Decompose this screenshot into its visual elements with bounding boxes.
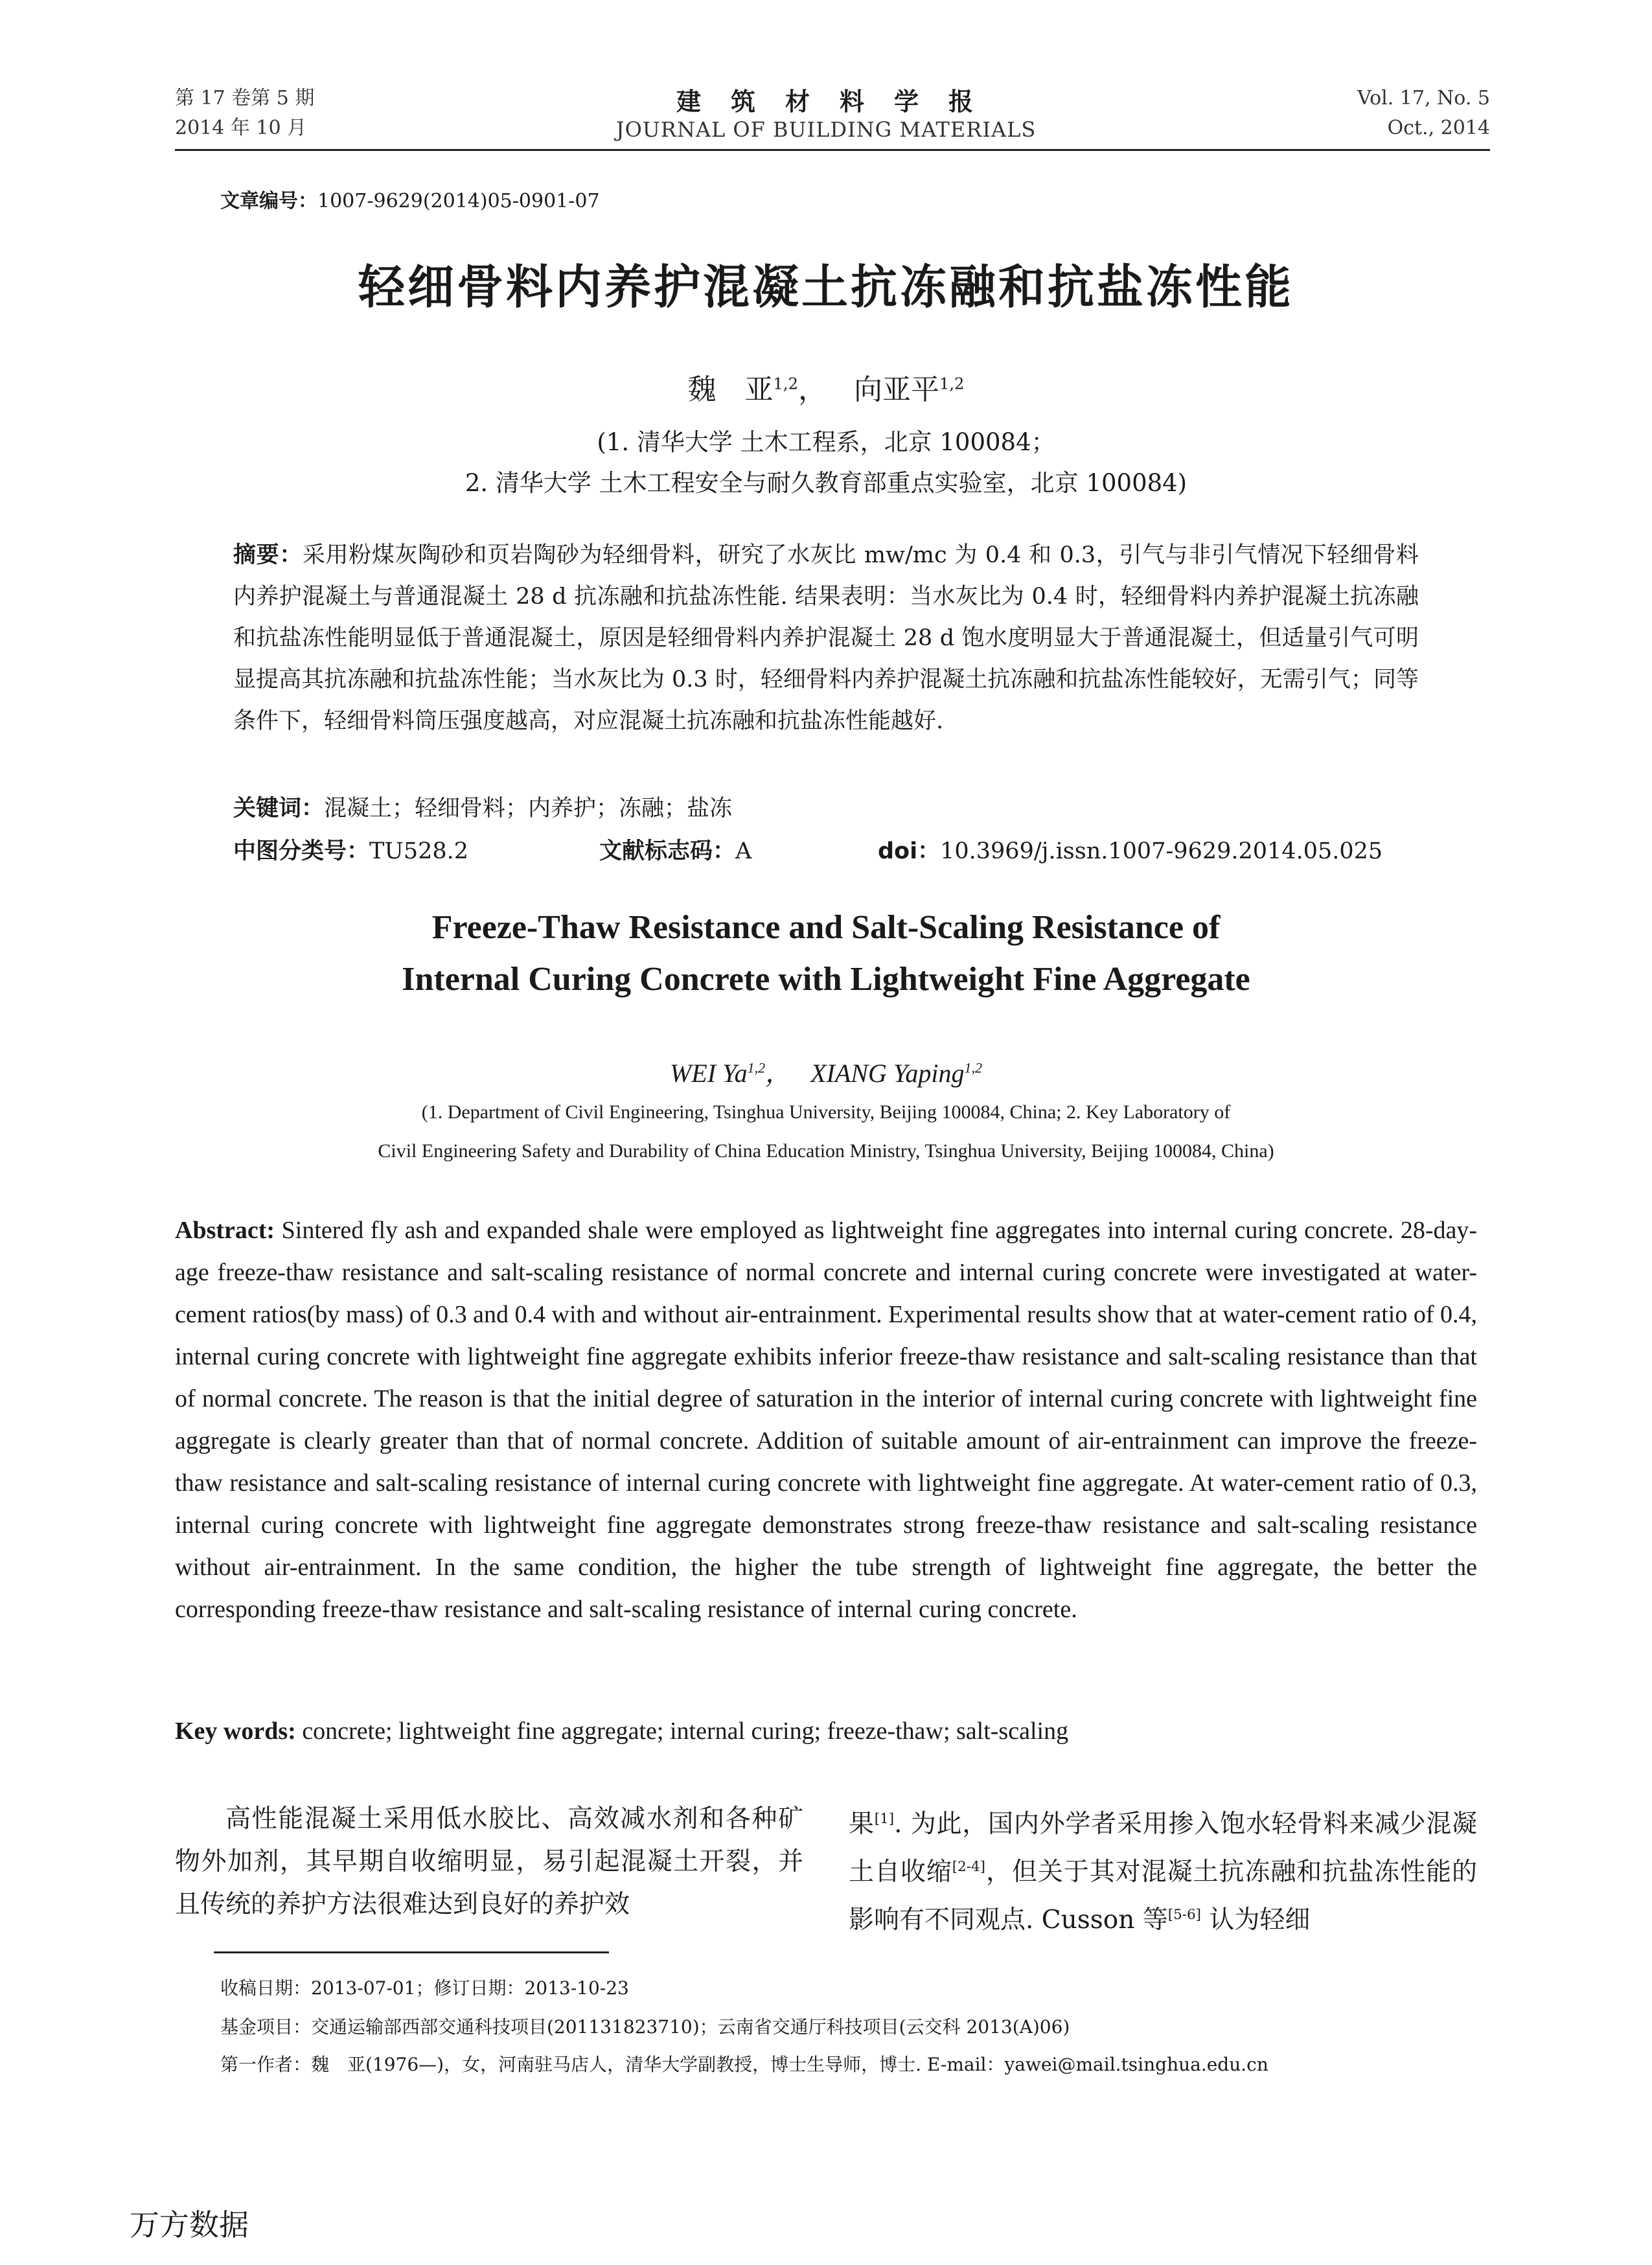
author-cn-1: 魏 亚 xyxy=(687,373,774,406)
footnote-rule xyxy=(214,1951,609,1953)
citation-ref-1: [1] xyxy=(874,1811,895,1827)
citation-ref-2-4: [2-4] xyxy=(952,1859,986,1875)
doc-code-label: 文献标志码： xyxy=(599,838,736,864)
article-number xyxy=(220,185,600,213)
author-cn-2: 向亚平 xyxy=(853,373,939,406)
author-en-2-affil: 1,2 xyxy=(964,1059,983,1076)
doi-label: doi： xyxy=(878,838,941,864)
keywords-cn-text: 混凝土；轻细骨料；内养护；冻融；盐冻 xyxy=(324,796,733,822)
keywords-en-text: concrete; lightweight fine aggregate; internal curing; freeze-thaw; salt-scaling xyxy=(302,1718,1069,1745)
title-en-line-1: Freeze-Thaw Resistance and Salt-Scaling Resistance of xyxy=(431,909,1221,946)
abstract-cn-text: 采用粉煤灰陶砂和页岩陶砂为轻细骨料，研究了水灰比 mw/mc 为 0.4 和 0.3，引气与非引气情况下轻细骨料内养护混凝土与普通混凝土 28 d 抗冻融和抗盐冻性能. 结果表明：当水灰比为 0.4 时，轻细骨料内养护混凝土抗冻融和抗盐冻性能明显低于普通混凝土，原因是轻细骨料内养护混凝土 28 d 饱水度明显大于普通混凝土，但适量引气可明显提高其抗冻融和抗盐冻性能；当水灰比为 0.3 时，轻细骨料内养护混凝土抗冻融和抗盐冻性能较好，无需引气；同等条件下，轻细骨料筒压强度越高，对应混凝土抗冻融和抗盐冻性能越好. xyxy=(233,542,1419,734)
clc-value: TU528.2 xyxy=(369,838,469,864)
doi-value: 10.3969/j.issn.1007-9629.2014.05.025 xyxy=(940,838,1383,864)
affiliation-en-2: Civil Engineering Safety and Durability of China Education Ministry, Tsinghua University, Beijing 100084, China) xyxy=(378,1140,1274,1162)
body-col2-part-1: 果 xyxy=(849,1810,875,1839)
author-en-2: XIANG Yaping xyxy=(810,1059,965,1088)
footnote-fund: 基金项目：交通运输部西部交通科技项目(201131823710)；云南省交通厅科技项目(云交科 2013(A)06) xyxy=(220,2016,1070,2038)
footnote-received: 收稿日期：2013-07-01；修订日期：2013-10-23 xyxy=(220,1977,629,1999)
journal-name-cn: 建 筑 材 料 学 报 xyxy=(676,87,976,116)
affiliation-en-1: (1. Department of Civil Engineering, Tsinghua University, Beijing 100084, China; 2. Key Laboratory of xyxy=(421,1101,1231,1123)
author-en-1: WEI Ya xyxy=(669,1059,748,1088)
author-cn-2-affil: 1,2 xyxy=(939,374,965,393)
title-cn: 轻细骨料内养护混凝土抗冻融和抗盐冻性能 xyxy=(358,260,1294,314)
abstract-cn xyxy=(233,535,1419,742)
journal-volume-en: Vol. 17, No. 5 xyxy=(1357,87,1490,109)
affiliation-cn-1: (1. 清华大学 土木工程系，北京 100084； xyxy=(597,428,1055,456)
abstract-en-text: Sintered fly ash and expanded shale were employed as lightweight fine aggregates into internal curing concrete. 28-day-age freeze-thaw resistance and salt-scaling resistance of normal concrete and internal curing concrete were investigated at water-cement ratios(by mass) of 0.3 and 0.4 with and without air-entrainment. Experimental results show that at water-cement ratio of 0.4, internal curing concrete with lightweight fine aggregate exhibits inferior freeze-thaw resistance and salt-scaling resistance than that of normal concrete. The reason is that the initial degree of saturation in the interior of internal curing concrete with lightweight fine aggregate is clearly greater than that of normal concrete. Addition of suitable amount of air-entrainment can improve the freeze-thaw resistance and salt-scaling resistance of internal curing concrete with lightweight fine aggregate. At water-cement ratio of 0.3, internal curing concrete with lightweight fine aggregate demonstrates strong freeze-thaw resistance and salt-scaling resistance without air-entrainment. In the same condition, the higher the tube strength of lightweight fine aggregate, the better the corresponding freeze-thaw resistance and salt-scaling resistance of internal curing concrete. xyxy=(175,1217,1478,1623)
doc-code-value: A xyxy=(735,838,752,864)
citation-ref-5-6: [5-6] xyxy=(1167,1907,1202,1923)
author-en-separator: ， xyxy=(765,1059,792,1088)
authors-en xyxy=(0,1053,1652,1090)
journal-name-en: JOURNAL OF BUILDING MATERIALS xyxy=(615,117,1037,142)
wanfang-watermark: 万方数据 xyxy=(130,2207,249,2242)
title-en-line-2: Internal Curing Concrete with Lightweight Fine Aggregate xyxy=(402,961,1250,998)
keywords-cn xyxy=(233,790,732,823)
journal-date-en: Oct., 2014 xyxy=(1387,117,1490,139)
body-col2-part-4: 认为轻细 xyxy=(1201,1905,1311,1935)
clc-label: 中图分类号： xyxy=(233,838,370,864)
abstract-en-label: Abstract: xyxy=(175,1217,275,1244)
body-column-1: 高性能混凝土采用低水胶比、高效减水剂和各种矿物外加剂，其早期自收缩明显，易引起混凝土开裂，并且传统的养护方法很难达到良好的养护效 xyxy=(175,1804,803,1919)
journal-date-cn: 2014 年 10 月 xyxy=(175,117,307,139)
author-cn-1-affil: 1,2 xyxy=(773,374,799,393)
header-rule xyxy=(175,149,1490,151)
doi xyxy=(878,833,1382,866)
keywords-en xyxy=(175,1717,1068,1745)
authors-cn xyxy=(0,366,1652,408)
keywords-cn-label: 关键词： xyxy=(233,796,325,822)
body-column-2 xyxy=(849,1798,1477,1942)
keywords-en-label: Key words: xyxy=(175,1718,296,1745)
body-col2-part-3: ，但关于其对混凝土抗冻融和抗盐冻性能的影响有不同观点. Cusson 等 xyxy=(849,1857,1477,1935)
body-col2-part-2: . 为此，国内外学者采用掺入饱水轻骨料来减少混凝土自收缩 xyxy=(849,1810,1477,1887)
author-separator: ， xyxy=(798,373,827,406)
journal-volume-cn: 第 17 卷第 5 期 xyxy=(175,87,315,109)
abstract-cn-label: 摘要： xyxy=(233,542,303,568)
abstract-en xyxy=(175,1210,1477,1631)
author-en-1-affil: 1,2 xyxy=(747,1059,766,1076)
document-code xyxy=(599,833,751,866)
clc-number xyxy=(233,833,468,866)
article-number-label: 文章编号： xyxy=(220,190,317,213)
affiliation-cn-2: 2. 清华大学 土木工程安全与耐久教育部重点实验室，北京 100084) xyxy=(465,469,1187,497)
footnote-first-author: 第一作者：魏 亚(1976—)，女，河南驻马店人，清华大学副教授，博士生导师，博士. E-mail：yawei@mail.tsinghua.edu.cn xyxy=(220,2054,1268,2075)
article-number-value: 1007-9629(2014)05-0901-07 xyxy=(317,190,600,213)
